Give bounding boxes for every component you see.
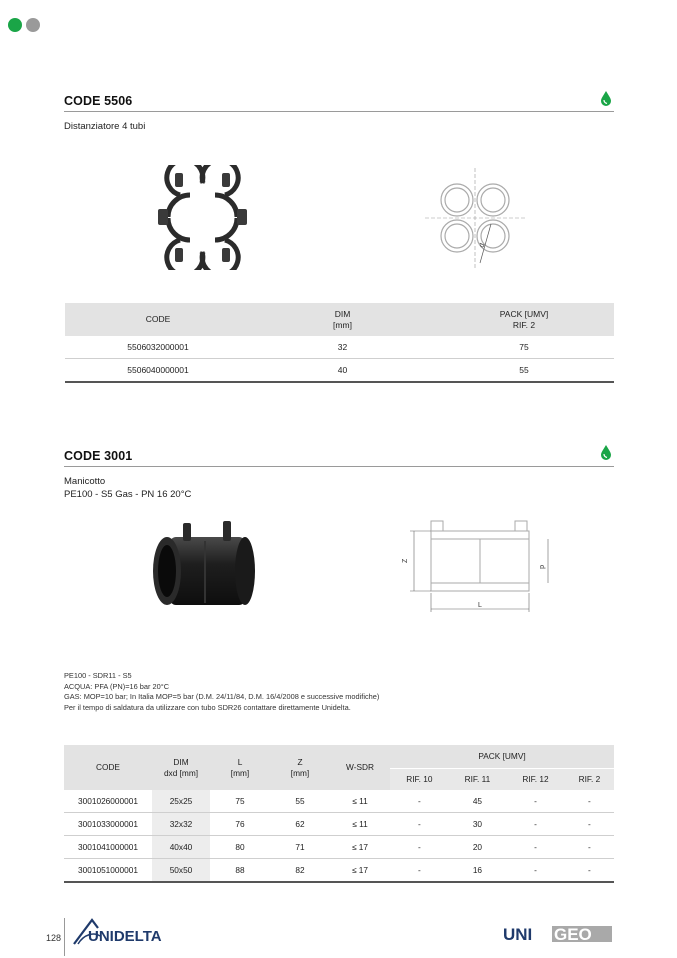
diameter-label: d bbox=[478, 242, 487, 249]
table-row bbox=[65, 359, 614, 383]
coupler-technical-drawing bbox=[400, 513, 550, 613]
cell-rif2: - bbox=[565, 813, 614, 836]
cell-rif2: - bbox=[565, 859, 614, 883]
note-line: PE100 - SDR11 - S5 bbox=[64, 671, 132, 680]
cell-code: 3001033000001 bbox=[64, 813, 152, 836]
cell-dim: 32 bbox=[251, 336, 434, 359]
unidelta-wordmark: UNIDELTA bbox=[88, 928, 162, 945]
cell-rif2: - bbox=[565, 836, 614, 859]
col-z-label: Z bbox=[297, 756, 303, 767]
table-row bbox=[65, 336, 614, 359]
unigeo-wordmark-geo: GEO bbox=[554, 925, 592, 944]
col-pack-sub: RIF. 2 bbox=[512, 319, 536, 330]
col-code: CODE bbox=[65, 303, 251, 336]
cell-wsdr: ≤ 11 bbox=[330, 813, 390, 836]
cell-rif11: 30 bbox=[449, 813, 506, 836]
table-row bbox=[64, 813, 614, 836]
cell-z: 71 bbox=[270, 836, 330, 859]
col-pack: PACK [UMV] bbox=[390, 745, 614, 769]
cell-z: 55 bbox=[270, 790, 330, 813]
table-row bbox=[64, 859, 614, 883]
col-z-unit: [mm] bbox=[290, 767, 310, 778]
section-divider bbox=[64, 466, 614, 467]
cell-rif12: - bbox=[506, 813, 565, 836]
cell-dim: 32x32 bbox=[152, 813, 210, 836]
cell-code: 3001026000001 bbox=[64, 790, 152, 813]
spacer-table bbox=[65, 303, 614, 383]
cell-rif10: - bbox=[390, 836, 449, 859]
table-row bbox=[64, 790, 614, 813]
cell-rif11: 20 bbox=[449, 836, 506, 859]
product-description: Distanziatore 4 tubi bbox=[64, 121, 146, 132]
cell-code: 3001041000001 bbox=[64, 836, 152, 859]
cell-dim: 40x40 bbox=[152, 836, 210, 859]
cell-rif2: - bbox=[565, 790, 614, 813]
l-dimension-label: L bbox=[478, 602, 482, 609]
coupler-table bbox=[64, 745, 614, 883]
col-dim-label: DIM bbox=[173, 756, 189, 767]
unigeo-logo bbox=[502, 924, 614, 944]
technical-notes bbox=[64, 671, 379, 713]
product-description: Manicotto bbox=[64, 476, 106, 487]
water-drop-icon bbox=[600, 90, 612, 106]
category-dot-grey bbox=[26, 18, 40, 32]
unigeo-wordmark-uni: UNI bbox=[503, 925, 533, 944]
cell-l: 80 bbox=[210, 836, 270, 859]
cell-code: 5506032000001 bbox=[65, 336, 251, 359]
col-dim-unit: [mm] bbox=[333, 319, 352, 330]
product-spec: PE100 - S5 Gas - PN 16 20°C bbox=[64, 489, 192, 500]
col-code: CODE bbox=[64, 745, 152, 790]
col-dim-label: DIM bbox=[334, 308, 351, 319]
col-pack bbox=[434, 303, 614, 336]
cell-rif10: - bbox=[390, 790, 449, 813]
section-title-5506: CODE 5506 bbox=[64, 94, 133, 108]
col-dim bbox=[152, 745, 210, 790]
cell-wsdr: ≤ 17 bbox=[330, 836, 390, 859]
cell-rif12: - bbox=[506, 859, 565, 883]
col-rif2: RIF. 2 bbox=[565, 769, 614, 791]
cell-z: 82 bbox=[270, 859, 330, 883]
col-wsdr: W-SDR bbox=[330, 745, 390, 790]
cell-rif10: - bbox=[390, 859, 449, 883]
cell-l: 88 bbox=[210, 859, 270, 883]
category-dot-green bbox=[8, 18, 22, 32]
col-l-unit: [mm] bbox=[230, 767, 250, 778]
col-l bbox=[210, 745, 270, 790]
footer-divider bbox=[64, 918, 65, 956]
cell-pack: 75 bbox=[434, 336, 614, 359]
cell-rif11: 16 bbox=[449, 859, 506, 883]
col-rif12: RIF. 12 bbox=[506, 769, 565, 791]
unidelta-logo bbox=[70, 918, 210, 946]
col-pack-label: PACK [UMV] bbox=[499, 308, 549, 319]
water-drop-icon bbox=[600, 444, 612, 460]
cell-wsdr: ≤ 17 bbox=[330, 859, 390, 883]
spacer-technical-drawing bbox=[425, 168, 525, 268]
cell-dim: 40 bbox=[251, 359, 434, 383]
cell-wsdr: ≤ 11 bbox=[330, 790, 390, 813]
cell-dim: 50x50 bbox=[152, 859, 210, 883]
col-z bbox=[270, 745, 330, 790]
col-dim-unit: dxd [mm] bbox=[163, 767, 199, 778]
note-line: Per il tempo di saldatura da utilizzare con tubo SDR26 contattare direttamente Unidelta. bbox=[64, 702, 351, 712]
col-dim bbox=[251, 303, 434, 336]
cell-rif10: - bbox=[390, 813, 449, 836]
col-l-label: L bbox=[237, 756, 243, 767]
col-rif11: RIF. 11 bbox=[449, 769, 506, 791]
cell-code: 5506040000001 bbox=[65, 359, 251, 383]
d-dimension-label: d bbox=[538, 565, 545, 569]
spacer-product-photo bbox=[150, 165, 255, 270]
col-rif10: RIF. 10 bbox=[390, 769, 449, 791]
section-title-3001: CODE 3001 bbox=[64, 449, 133, 463]
cell-l: 75 bbox=[210, 790, 270, 813]
coupler-product-photo bbox=[145, 515, 260, 610]
cell-rif12: - bbox=[506, 836, 565, 859]
cell-dim: 25x25 bbox=[152, 790, 210, 813]
z-dimension-label: Z bbox=[402, 558, 409, 563]
cell-code: 3001051000001 bbox=[64, 859, 152, 883]
section-divider bbox=[64, 111, 614, 112]
cell-pack: 55 bbox=[434, 359, 614, 383]
note-line: ACQUA: PFA (PN)=16 bar 20°C bbox=[64, 681, 170, 691]
cell-z: 62 bbox=[270, 813, 330, 836]
note-line: GAS: MOP=10 bar; In Italia MOP=5 bar (D.M. 24/11/84, D.M. 16/4/2008 e successive modifiche) bbox=[64, 692, 380, 701]
page-number: 128 bbox=[46, 933, 62, 943]
cell-rif11: 45 bbox=[449, 790, 506, 813]
cell-l: 76 bbox=[210, 813, 270, 836]
table-row bbox=[64, 836, 614, 859]
cell-rif12: - bbox=[506, 790, 565, 813]
